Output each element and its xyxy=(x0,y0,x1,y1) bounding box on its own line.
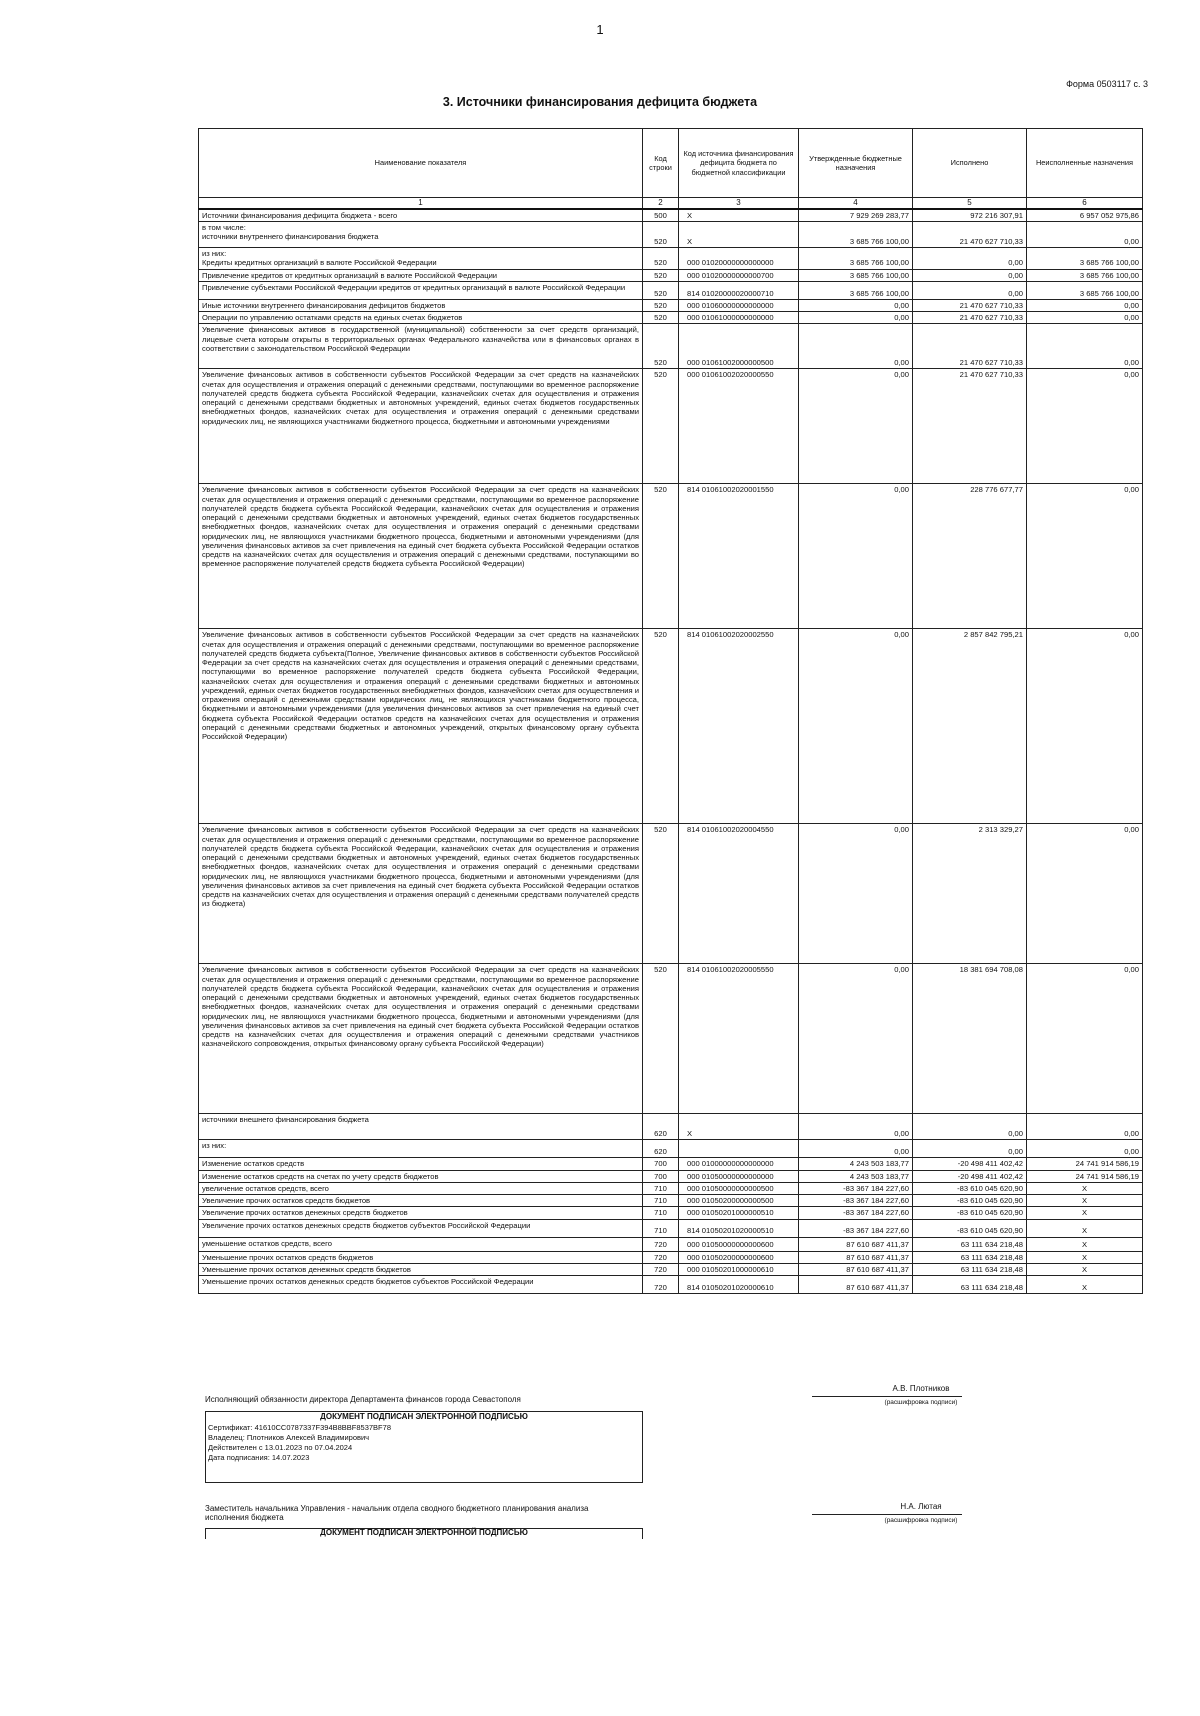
row-unexecuted: 0,00 xyxy=(1027,964,1143,1114)
column-number: 2 xyxy=(643,198,679,209)
row-executed: 21 470 627 710,33 xyxy=(913,312,1027,324)
row-code: 520 xyxy=(643,269,679,281)
row-executed: -83 610 045 620,90 xyxy=(913,1182,1027,1194)
row-unexecuted: X xyxy=(1027,1182,1143,1194)
stamp-validity: Действителен с 13.01.2023 по 07.04.2024 xyxy=(208,1443,353,1453)
row-approved: -83 367 184 227,60 xyxy=(799,1195,913,1207)
signature1-line xyxy=(812,1396,962,1397)
stamp-certificate: Сертификат: 41610CC0787337F394B8BBF8537BF78 xyxy=(208,1422,391,1432)
row-code: 710 xyxy=(643,1182,679,1194)
row-source-code: 814 01061002020001550 xyxy=(679,484,799,629)
row-code: 520 xyxy=(643,484,679,629)
row-name: Увеличение прочих остатков денежных средств бюджетов субъектов Российской Федерации xyxy=(199,1219,643,1237)
row-approved: 4 243 503 183,77 xyxy=(799,1170,913,1182)
row-name: Привлечение кредитов от кредитных организаций в валюте Российской Федерации xyxy=(199,269,643,281)
table-row xyxy=(199,1263,1143,1275)
row-executed: 228 776 677,77 xyxy=(913,484,1027,629)
table-row xyxy=(199,1251,1143,1263)
row-unexecuted: X xyxy=(1027,1219,1143,1237)
table-row xyxy=(199,484,1143,629)
row-unexecuted: 0,00 xyxy=(1027,824,1143,964)
row-code: 520 xyxy=(643,629,679,824)
row-unexecuted: X xyxy=(1027,1195,1143,1207)
row-approved: 87 610 687 411,37 xyxy=(799,1237,913,1251)
row-unexecuted: 0,00 xyxy=(1027,1140,1143,1158)
row-code: 710 xyxy=(643,1195,679,1207)
electronic-signature-stamp-2 xyxy=(205,1528,643,1539)
row-code: 710 xyxy=(643,1207,679,1219)
table-row xyxy=(199,324,1143,369)
row-approved: 0,00 xyxy=(799,312,913,324)
row-approved: -83 367 184 227,60 xyxy=(799,1182,913,1194)
row-name: Изменение остатков средств xyxy=(199,1158,643,1170)
row-code: 720 xyxy=(643,1237,679,1251)
row-name: Увеличение финансовых активов в собственности субъектов Российской Федерации за счет средств на казначейских счетах для осуществления и отражения операций с денежными средствами, поступающими во временное распоряжение получателей средств бюджета субъекта Российской Федерации, казначейских счетах для осуществления и отражения операций с денежными средствами бюджетных и автономных учреждений, единых счетах бюджетов государственных внебюджетных фондов, казначейских счетах для осуществления и отражения операций с денежными средствами юридических лиц, не являющихся участниками бюджетного процесса, бюджетными и автономными учреждениями (для увеличения финансовых активов за счет привлечения на единый счет бюджета субъекта Российской Федерации остатков средств на казначейских счетах для осуществления и отражения операций с денежными средствами участников казначейского сопровождения, открытых финансовому органу субъекта Российской Федерации) xyxy=(199,964,643,1114)
table-row xyxy=(199,369,1143,484)
row-approved: 3 685 766 100,00 xyxy=(799,222,913,248)
table-row xyxy=(199,629,1143,824)
table-row xyxy=(199,1219,1143,1237)
table-row xyxy=(199,248,1143,270)
row-executed: 972 216 307,91 xyxy=(913,209,1027,222)
row-unexecuted: 0,00 xyxy=(1027,629,1143,824)
row-name: Увеличение прочих остатков средств бюджетов xyxy=(199,1195,643,1207)
row-executed: 0,00 xyxy=(913,1114,1027,1140)
row-executed: 0,00 xyxy=(913,248,1027,270)
row-unexecuted: 3 685 766 100,00 xyxy=(1027,281,1143,299)
row-name: уменьшение остатков средств, всего xyxy=(199,1237,643,1251)
row-source-code: 814 01050201020000510 xyxy=(679,1219,799,1237)
page-title: 3. Источники финансирования дефицита бюджета xyxy=(442,95,758,109)
row-executed: 21 470 627 710,33 xyxy=(913,222,1027,248)
row-approved: -83 367 184 227,60 xyxy=(799,1219,913,1237)
row-code: 520 xyxy=(643,281,679,299)
row-approved: 3 685 766 100,00 xyxy=(799,269,913,281)
row-unexecuted: 3 685 766 100,00 xyxy=(1027,248,1143,270)
column-number: 1 xyxy=(199,198,643,209)
header-code-source: Код источника финансирования дефицита бюджета по бюджетной классификации xyxy=(679,129,799,198)
row-approved: 7 929 269 283,77 xyxy=(799,209,913,222)
row-source-code: 000 01050000000000000 xyxy=(679,1170,799,1182)
row-executed: -20 498 411 402,42 xyxy=(913,1158,1027,1170)
header-code-row: Код строки xyxy=(643,129,679,198)
row-source-code: X xyxy=(679,1114,799,1140)
table-row xyxy=(199,209,1143,222)
table-row xyxy=(199,299,1143,311)
row-source-code: 000 01050200000000600 xyxy=(679,1251,799,1263)
row-name: Источники финансирования дефицита бюджета - всего xyxy=(199,209,643,222)
row-name: Увеличение финансовых активов в собственности субъектов Российской Федерации за счет средств на казначейских счетах для осуществления и отражения операций с денежными средствами, поступающими во временное распоряжение получателей средств бюджета субъекта(Полное, Увеличение финансовых активов в собственности субъектов Российской Федерации за счет средств на казначейских счетах для осуществления и отражения операций с денежными средствами, поступающими во временное распоряжение получателей средств бюджета субъекта Российской Федерации, казначейских счетах для осуществления и отражения операций с денежными средствами бюджетных и автономных учреждений, единых счетах бюджетов государственных внебюджетных фондов, казначейских счетах для осуществления и отражения операций с денежными средствами юридических лиц, не являющихся участниками бюджетного процесса, бюджетными и автономными учреждениями (для увеличения финансовых активов за счет привлечения на единый счет бюджета субъекта Российской Федерации остатков средств на казначейских счетах для осуществления и отражения операций с денежными средствами бюджетных и автономных учреждений, открытых финансовому органу субъекта Российской Федерации) xyxy=(199,629,643,824)
row-name: Иные источники внутреннего финансирования дефицитов бюджетов xyxy=(199,299,643,311)
financing-sources-table xyxy=(198,128,1143,1294)
row-approved: 3 685 766 100,00 xyxy=(799,281,913,299)
row-approved: 0,00 xyxy=(799,964,913,1114)
row-source-code: 000 01050201000000510 xyxy=(679,1207,799,1219)
row-name: Операции по управлению остатками средств на единых счетах бюджетов xyxy=(199,312,643,324)
column-number: 4 xyxy=(799,198,913,209)
table-row xyxy=(199,1237,1143,1251)
table-row xyxy=(199,269,1143,281)
electronic-signature-stamp xyxy=(205,1411,643,1483)
row-unexecuted: 0,00 xyxy=(1027,369,1143,484)
row-code: 520 xyxy=(643,299,679,311)
row-unexecuted: 0,00 xyxy=(1027,312,1143,324)
row-code: 520 xyxy=(643,369,679,484)
table-row xyxy=(199,1140,1143,1158)
row-executed: 2 857 842 795,21 xyxy=(913,629,1027,824)
row-unexecuted: 24 741 914 586,19 xyxy=(1027,1170,1143,1182)
row-name: из них: Кредиты кредитных организаций в валюте Российской Федерации xyxy=(199,248,643,270)
row-name: Увеличение финансовых активов в государственной (муниципальной) собственности за счет средств организаций, лицевые счета которым открыты в территориальных органах Федерального казначейства или в финансовых органах в соответствии с законодательством Российской Федерации xyxy=(199,324,643,369)
row-name: увеличение остатков средств, всего xyxy=(199,1182,643,1194)
row-code: 720 xyxy=(643,1251,679,1263)
row-name: Увеличение финансовых активов в собственности субъектов Российской Федерации за счет средств на казначейских счетах для осуществления и отражения операций с денежными средствами, поступающими во временное распоряжение получателей средств бюджета субъекта Российской Федерации, казначейских счетах для осуществления и отражения операций с денежными средствами бюджетных и автономных учреждений, единых счетах бюджетов государственных внебюджетных фондов, казначейских счетах для осуществления и отражения операций с денежными средствами юридических лиц, не являющихся участниками бюджетного процесса, бюджетными и автономными учреждениями (для увеличения финансовых активов за счет привлечения на единый счет бюджета субъекта Российской Федерации остатков средств на казначейских счетах для осуществления и отражения операций с денежными средствами, поступающими во временное распоряжение получателей средств бюджета субъекта Российской Федерации) xyxy=(199,484,643,629)
row-name: Изменение остатков средств на счетах по учету средств бюджетов xyxy=(199,1170,643,1182)
row-executed: 63 111 634 218,48 xyxy=(913,1276,1027,1294)
row-source-code: 000 01020000000000700 xyxy=(679,269,799,281)
signature2-line xyxy=(812,1514,962,1515)
table-row xyxy=(199,1114,1143,1140)
row-source-code: 814 01020000020000710 xyxy=(679,281,799,299)
row-name: источники внешнего финансирования бюджета xyxy=(199,1114,643,1140)
row-executed: 21 470 627 710,33 xyxy=(913,299,1027,311)
row-executed: 0,00 xyxy=(913,281,1027,299)
row-code: 520 xyxy=(643,824,679,964)
row-approved: 87 610 687 411,37 xyxy=(799,1251,913,1263)
row-source-code: 000 01061000000000000 xyxy=(679,312,799,324)
row-unexecuted: 0,00 xyxy=(1027,299,1143,311)
table-row xyxy=(199,1207,1143,1219)
column-number-row xyxy=(199,198,1143,209)
row-source-code: X xyxy=(679,209,799,222)
row-unexecuted: X xyxy=(1027,1207,1143,1219)
row-unexecuted: 0,00 xyxy=(1027,222,1143,248)
row-approved: 0,00 xyxy=(799,369,913,484)
row-source-code: 814 01061002020005550 xyxy=(679,964,799,1114)
row-name: Уменьшение прочих остатков денежных средств бюджетов субъектов Российской Федерации xyxy=(199,1276,643,1294)
row-code: 700 xyxy=(643,1158,679,1170)
column-number: 5 xyxy=(913,198,1027,209)
row-source-code: 000 01020000000000000 xyxy=(679,248,799,270)
signature2-caption: (расшифровка подписи) xyxy=(884,1517,958,1524)
row-approved: -83 367 184 227,60 xyxy=(799,1207,913,1219)
row-executed: 63 111 634 218,48 xyxy=(913,1251,1027,1263)
row-source-code: 000 01050200000000500 xyxy=(679,1195,799,1207)
row-source-code: 000 01000000000000000 xyxy=(679,1158,799,1170)
page-number: 1 xyxy=(596,22,604,37)
table-row xyxy=(199,1158,1143,1170)
row-executed: 0,00 xyxy=(913,1140,1027,1158)
signature1-caption: (расшифровка подписи) xyxy=(884,1399,958,1406)
row-source-code: 000 01060000000000000 xyxy=(679,299,799,311)
row-unexecuted: X xyxy=(1027,1276,1143,1294)
row-code: 520 xyxy=(643,312,679,324)
row-code: 720 xyxy=(643,1276,679,1294)
row-source-code: 000 01050000000000600 xyxy=(679,1237,799,1251)
row-source-code xyxy=(679,1140,799,1158)
table-row xyxy=(199,281,1143,299)
row-executed: 18 381 694 708,08 xyxy=(913,964,1027,1114)
table-row xyxy=(199,1195,1143,1207)
table-row xyxy=(199,1182,1143,1194)
row-source-code: 000 01050201000000610 xyxy=(679,1263,799,1275)
row-code: 520 xyxy=(643,964,679,1114)
row-unexecuted: 0,00 xyxy=(1027,484,1143,629)
row-approved: 0,00 xyxy=(799,1140,913,1158)
row-code: 700 xyxy=(643,1170,679,1182)
stamp-title: ДОКУМЕНТ ПОДПИСАН ЭЛЕКТРОННОЙ ПОДПИСЬЮ xyxy=(320,1412,528,1421)
row-source-code: X xyxy=(679,222,799,248)
header-executed: Исполнено xyxy=(913,129,1027,198)
row-name: из них: xyxy=(199,1140,643,1158)
column-number: 3 xyxy=(679,198,799,209)
row-executed: 63 111 634 218,48 xyxy=(913,1237,1027,1251)
row-executed: -83 610 045 620,90 xyxy=(913,1195,1027,1207)
form-label: Форма 0503117 с. 3 xyxy=(1066,79,1148,89)
row-unexecuted: 0,00 xyxy=(1027,1114,1143,1140)
row-code: 620 xyxy=(643,1140,679,1158)
row-code: 520 xyxy=(643,248,679,270)
row-approved: 87 610 687 411,37 xyxy=(799,1276,913,1294)
row-executed: -20 498 411 402,42 xyxy=(913,1170,1027,1182)
row-name: Уменьшение прочих остатков денежных средств бюджетов xyxy=(199,1263,643,1275)
signature2-name: Н.А. Лютая xyxy=(900,1502,942,1511)
table-row xyxy=(199,312,1143,324)
row-executed: 2 313 329,27 xyxy=(913,824,1027,964)
row-approved: 87 610 687 411,37 xyxy=(799,1263,913,1275)
row-code: 500 xyxy=(643,209,679,222)
column-number: 6 xyxy=(1027,198,1143,209)
stamp2-title: ДОКУМЕНТ ПОДПИСАН ЭЛЕКТРОННОЙ ПОДПИСЬЮ xyxy=(320,1528,528,1537)
row-approved: 0,00 xyxy=(799,1114,913,1140)
row-executed: 21 470 627 710,33 xyxy=(913,369,1027,484)
header-approved: Утвержденные бюджетные назначения xyxy=(799,129,913,198)
signature2-position: Заместитель начальника Управления - начальник отдела сводного бюджетного планирования анализа исполнения бюджета xyxy=(205,1504,589,1522)
row-name: Увеличение финансовых активов в собственности субъектов Российской Федерации за счет средств на казначейских счетах для осуществления и отражения операций с денежными средствами, поступающими во временное распоряжение получателей средств бюджета субъекта Российской Федерации, казначейских счетах для осуществления и отражения операций с денежными средствами бюджетных и автономных учреждений, единых счетах бюджетов государственных внебюджетных фондов, казначейских счетах для осуществления и отражения операций с денежными средствами юридических лиц, не являющихся участниками бюджетного процесса, бюджетными и автономными учреждениями xyxy=(199,369,643,484)
row-unexecuted: 6 957 052 975,86 xyxy=(1027,209,1143,222)
table-header-row xyxy=(199,129,1143,198)
table-row xyxy=(199,964,1143,1114)
row-unexecuted: X xyxy=(1027,1237,1143,1251)
header-unexecuted: Неисполненные назначения xyxy=(1027,129,1143,198)
row-source-code: 814 01050201020000610 xyxy=(679,1276,799,1294)
signature1-name: А.В. Плотников xyxy=(892,1384,950,1393)
row-name: Увеличение финансовых активов в собственности субъектов Российской Федерации за счет средств на казначейских счетах для осуществления и отражения операций с денежными средствами, поступающими во временное распоряжение получателей средств бюджета субъекта Российской Федерации, казначейских счетах для осуществления и отражения операций с денежными средствами бюджетных и автономных учреждений, единых счетах бюджетов государственных внебюджетных фондов, казначейских счетах для осуществления и отражения операций с денежными средствами юридических лиц, не являющихся участниками бюджетного процесса, бюджетными и автономными учреждениями (для увеличения финансовых активов за счет привлечения на единый счет бюджета субъекта Российской Федерации остатков средств на казначейских счетах для осуществления и отражения операций с денежными средствами получателей средств из бюджета) xyxy=(199,824,643,964)
table-row xyxy=(199,1276,1143,1294)
row-executed: 63 111 634 218,48 xyxy=(913,1263,1027,1275)
header-name: Наименование показателя xyxy=(199,129,643,198)
row-name: Привлечение субъектами Российской Федерации кредитов от кредитных организаций в валюте Российской Федерации xyxy=(199,281,643,299)
row-code: 520 xyxy=(643,222,679,248)
table-row xyxy=(199,222,1143,248)
row-approved: 4 243 503 183,77 xyxy=(799,1158,913,1170)
row-approved: 0,00 xyxy=(799,629,913,824)
row-code: 710 xyxy=(643,1219,679,1237)
row-code: 520 xyxy=(643,324,679,369)
table-row xyxy=(199,824,1143,964)
row-approved: 0,00 xyxy=(799,484,913,629)
row-approved: 0,00 xyxy=(799,299,913,311)
table-row xyxy=(199,1170,1143,1182)
row-executed: 21 470 627 710,33 xyxy=(913,324,1027,369)
row-approved: 3 685 766 100,00 xyxy=(799,248,913,270)
row-unexecuted: X xyxy=(1027,1251,1143,1263)
row-code: 720 xyxy=(643,1263,679,1275)
row-code: 620 xyxy=(643,1114,679,1140)
row-source-code: 814 01061002020004550 xyxy=(679,824,799,964)
signature1-position: Исполняющий обязанности директора Департамента финансов города Севастополя xyxy=(205,1395,521,1404)
row-name: Уменьшение прочих остатков средств бюджетов xyxy=(199,1251,643,1263)
row-approved: 0,00 xyxy=(799,824,913,964)
row-executed: -83 610 045 620,90 xyxy=(913,1219,1027,1237)
row-name: в том числе: источники внутреннего финансирования бюджета xyxy=(199,222,643,248)
row-source-code: 814 01061002020002550 xyxy=(679,629,799,824)
stamp-owner: Владелец: Плотников Алексей Владимирович xyxy=(208,1432,370,1442)
row-source-code: 000 01061002000000500 xyxy=(679,324,799,369)
row-source-code: 000 01050000000000500 xyxy=(679,1182,799,1194)
row-source-code: 000 01061002020000550 xyxy=(679,369,799,484)
row-executed: 0,00 xyxy=(913,269,1027,281)
row-unexecuted: 0,00 xyxy=(1027,324,1143,369)
row-executed: -83 610 045 620,90 xyxy=(913,1207,1027,1219)
row-approved: 0,00 xyxy=(799,324,913,369)
row-unexecuted: 3 685 766 100,00 xyxy=(1027,269,1143,281)
stamp-signing-date: Дата подписания: 14.07.2023 xyxy=(208,1453,310,1463)
row-unexecuted: X xyxy=(1027,1263,1143,1275)
row-unexecuted: 24 741 914 586,19 xyxy=(1027,1158,1143,1170)
row-name: Увеличение прочих остатков денежных средств бюджетов xyxy=(199,1207,643,1219)
